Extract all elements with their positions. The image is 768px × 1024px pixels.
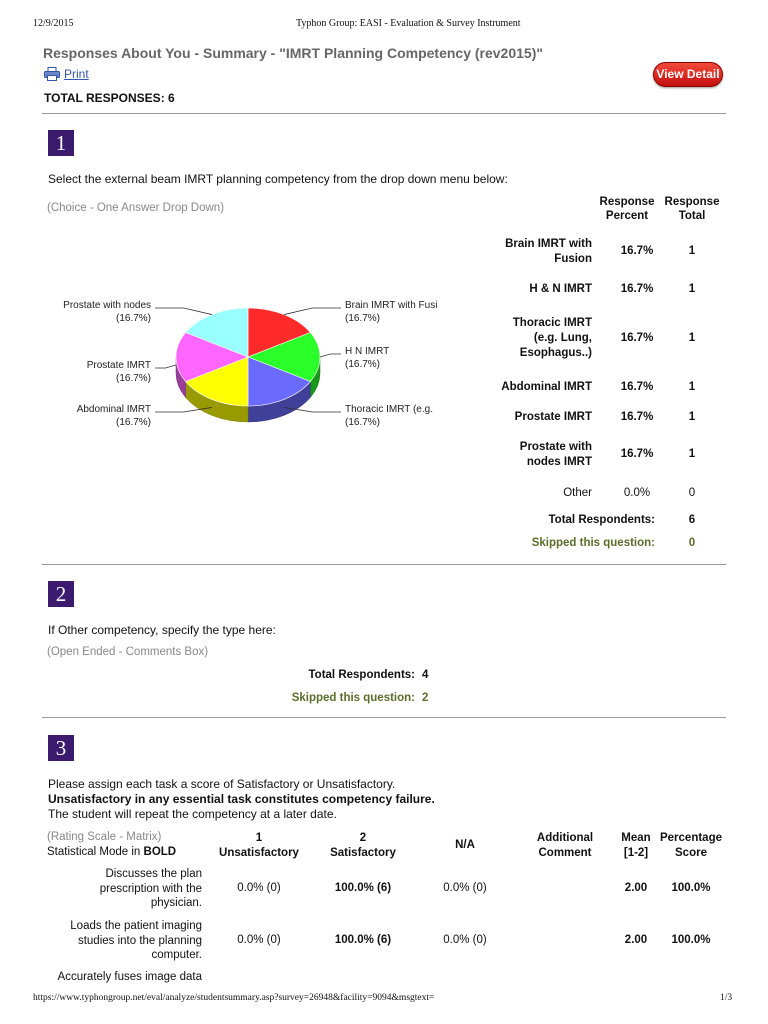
question-text: If Other competency, specify the type here: (48, 623, 276, 637)
pie-slice-percent: (16.7%) (115, 417, 151, 428)
view-detail-button[interactable]: View Detail (653, 62, 723, 87)
col-header-response-percent: Response Percent (599, 196, 655, 222)
pie-leader-line (320, 354, 341, 357)
response-total: 1 (688, 282, 696, 295)
question-text: Select the external beam IMRT planning competency from the drop down menu below: (48, 172, 508, 186)
total-respondents-label: Total Respondents: (548, 514, 655, 526)
other-label: Other (563, 487, 592, 499)
matrix-cell-na: 0.0% (0) (443, 934, 487, 946)
pie-slice-percent: (16.7%) (345, 417, 381, 428)
skipped-label: Skipped this question: (531, 537, 655, 549)
col-header-unsatisfactory: 1 Unsatisfactory (219, 832, 299, 859)
response-total: 1 (688, 448, 696, 460)
response-percent: 16.7% (620, 448, 654, 460)
response-percent: 16.7% (620, 331, 654, 344)
task-label: Loads the patient imaging studies into the planning computer. (70, 920, 202, 961)
total-respondents-value: 4 (422, 669, 429, 681)
pie-slice-label: Brain IMRT with Fusi (345, 300, 438, 311)
question-text-bold: Unsatisfactory in any essential task constitutes competency failure. (48, 792, 435, 806)
col-header-response-total: Response Total (664, 196, 720, 222)
response-row-label: Abdominal IMRT (501, 381, 592, 393)
matrix-cell-unsat: 0.0% (0) (237, 934, 281, 946)
response-total: 1 (688, 410, 696, 423)
skipped-label: Skipped this question: (291, 692, 415, 704)
response-row-label: H & N IMRT (529, 283, 592, 295)
pie-leader-line (284, 308, 341, 315)
response-total: 1 (688, 245, 696, 257)
skipped-value: 2 (422, 692, 429, 704)
pie-slice-label: Prostate with nodes (63, 300, 151, 311)
col-header-mean: Mean [1-2] (621, 832, 651, 859)
footer-url: https://www.typhongroup.net/eval/analyze/studentsummary.asp?survey=26948&facility=9094&msgtext= (33, 993, 435, 1003)
pie-leader-line (155, 308, 212, 315)
print-link[interactable] (44, 67, 89, 81)
question-text: Please assign each task a score of Satisfactory or Unsatisfactory. (48, 777, 396, 791)
col-header-na: N/A (455, 839, 475, 851)
pie-slice-percent: (16.7%) (345, 359, 381, 370)
total-respondents-value: 6 (688, 514, 696, 526)
question-type: (Rating Scale - Matrix) (47, 831, 162, 843)
question-type: (Choice - One Answer Drop Down) (47, 202, 225, 214)
matrix-cell-pct: 100.0% (671, 882, 711, 894)
task-label: Accurately fuses image data (57, 971, 202, 983)
matrix-cell-mean: 2.00 (624, 882, 648, 894)
pie-slice-label: H N IMRT (345, 346, 390, 357)
col-header-percentage-score: Percentage Score (659, 832, 722, 859)
response-percent: 16.7% (620, 410, 654, 423)
response-percent: 16.7% (620, 245, 654, 257)
print-label[interactable]: Print (64, 67, 89, 81)
other-total: 0 (688, 487, 696, 499)
total-respondents-label: Total Respondents: (308, 669, 415, 681)
question-number-badge: 1 (48, 130, 74, 156)
task-label: Discusses the plan prescription with the physician. (99, 868, 202, 909)
pie-slice-label: Thoracic IMRT (e.g. (345, 404, 433, 415)
response-total: 1 (688, 380, 696, 393)
divider (42, 564, 726, 565)
question-type: (Open Ended - Comments Box) (47, 646, 209, 658)
question-number-badge: 3 (48, 735, 74, 761)
matrix-cell-sat: 100.0% (6) (334, 934, 392, 946)
pie-slice-label: Abdominal IMRT (76, 404, 151, 415)
printer-icon (44, 67, 60, 81)
footer-page-number: 1/3 (720, 993, 733, 1003)
question-text: The student will repeat the competency at a later date. (48, 807, 337, 821)
other-percent: 0.0% (623, 487, 651, 499)
matrix-cell-pct: 100.0% (671, 934, 711, 946)
pie-slice-percent: (16.7%) (345, 313, 381, 324)
matrix-cell-na: 0.0% (0) (443, 882, 487, 894)
page-title: Responses About You - Summary - "IMRT Planning Competency (rev2015)" (43, 45, 544, 61)
skipped-value: 0 (688, 537, 696, 549)
pie-leader-line (155, 365, 176, 368)
response-row-label: Thoracic IMRT (e.g. Lung, Esophagus..) (512, 317, 592, 359)
pie-slice-label: Prostate IMRT (86, 360, 151, 371)
print-site-title: Typhon Group: EASI - Evaluation & Survey Instrument (296, 18, 521, 29)
response-row-label: Brain IMRT with Fusion (505, 238, 592, 265)
response-total: 1 (688, 331, 696, 344)
pie-slice-percent: (16.7%) (115, 373, 151, 384)
pie-chart (0, 280, 480, 450)
print-date: 12/9/2015 (33, 18, 74, 29)
response-row-label: Prostate IMRT (514, 411, 592, 423)
matrix-cell-unsat: 0.0% (0) (237, 882, 281, 894)
response-percent: 16.7% (620, 380, 654, 393)
response-row-label: Prostate with nodes IMRT (519, 441, 592, 468)
matrix-cell-sat: 100.0% (6) (334, 882, 392, 894)
response-percent: 16.7% (620, 282, 654, 295)
col-header-satisfactory: 2 Satisfactory (330, 832, 396, 859)
divider (42, 717, 726, 718)
total-responses: TOTAL RESPONSES: 6 (44, 91, 175, 105)
col-header-additional-comment: Additional Comment (536, 832, 594, 859)
statistical-mode-note: Statistical Mode in BOLD (47, 846, 177, 858)
divider (42, 113, 726, 114)
question-number-badge: 2 (48, 581, 74, 607)
pie-slice-percent: (16.7%) (115, 313, 151, 324)
matrix-cell-mean: 2.00 (624, 934, 648, 946)
